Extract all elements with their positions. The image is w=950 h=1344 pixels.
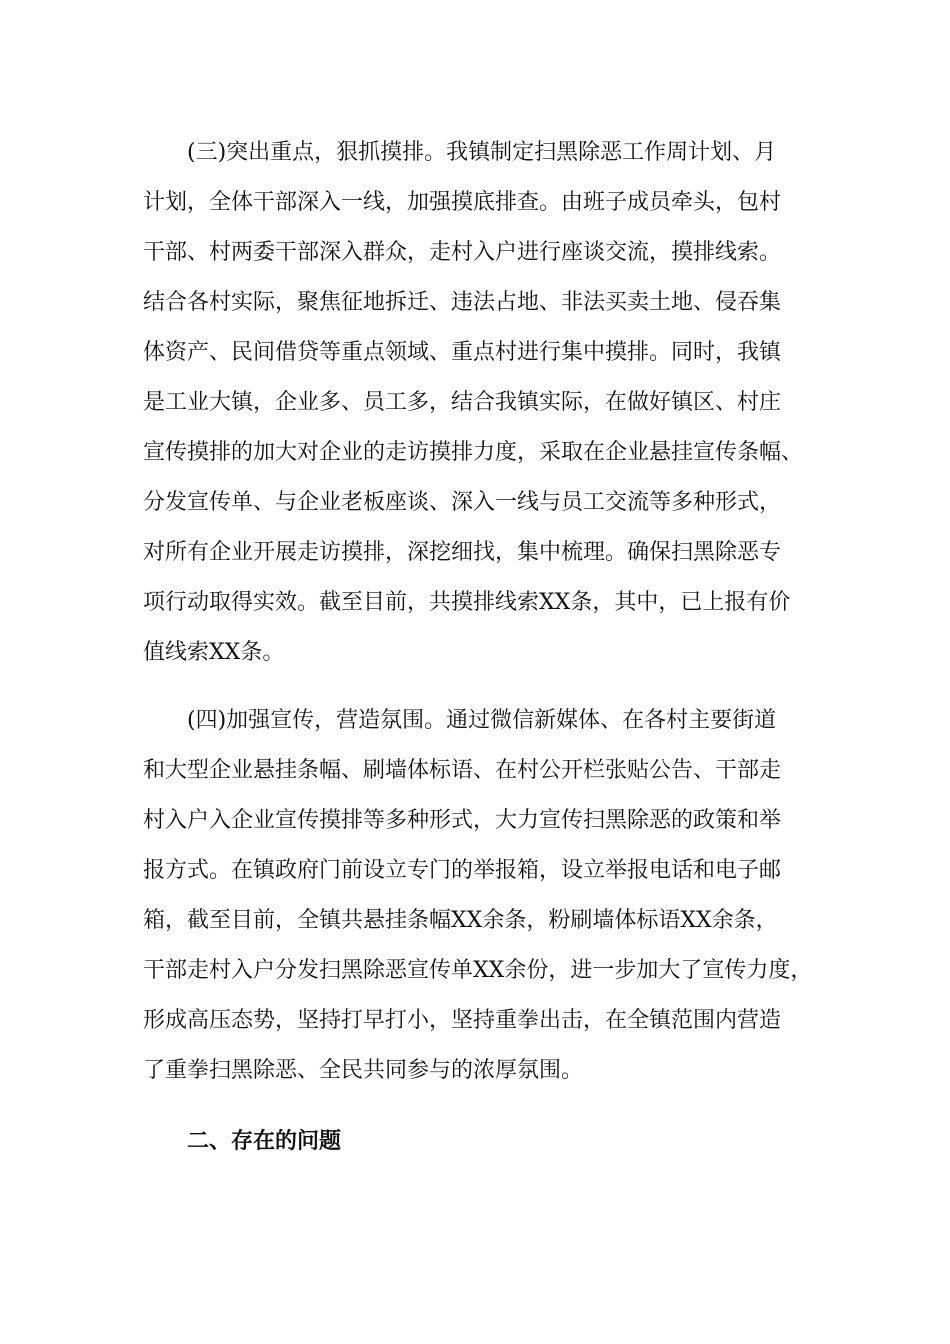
- paragraph-line: 村入户入企业宣传摸排等多种形式，大力宣传扫黑除恶的政策和举: [143, 808, 782, 833]
- paragraph-line: 项行动取得实效。截至目前，共摸排线索XX条，其中，已上报有价: [143, 590, 791, 615]
- paragraph-line: 宣传摸排的加大对企业的走访摸排力度，采取在企业悬挂宣传条幅、: [143, 440, 804, 465]
- paragraph-line: (三)突出重点，狠抓摸排。我镇制定扫黑除恶工作周计划、月: [187, 140, 777, 165]
- paragraph-line: 报方式。在镇政府门前设立专门的举报箱，设立举报电话和电子邮: [143, 858, 782, 883]
- paragraph-line: 分发宣传单、与企业老板座谈、深入一线与员工交流等多种形式，: [143, 490, 782, 515]
- paragraph-line: 干部走村入户分发扫黑除恶宣传单XX余份，进一步加大了宣传力度，: [143, 958, 813, 983]
- paragraph-3-focus-investigation: [143, 128, 823, 678]
- paragraph-line: 了重拳扫黑除恶、全民共同参与的浓厚氛围。: [143, 1058, 584, 1083]
- paragraph-4-publicity: [143, 696, 823, 1096]
- section-heading: 二、存在的问题: [187, 1129, 342, 1154]
- paragraph-line: 是工业大镇，企业多、员工多，结合我镇实际，在做好镇区、村庄: [143, 390, 782, 415]
- paragraph-line: 结合各村实际，聚焦征地拆迁、违法占地、非法买卖土地、侵吞集: [143, 290, 782, 315]
- paragraph-line: 对所有企业开展走访摸排，深挖细找，集中梳理。确保扫黑除恶专: [143, 540, 782, 565]
- paragraph-line: 和大型企业悬挂条幅、刷墙体标语、在村公开栏张贴公告、干部走: [143, 758, 782, 783]
- paragraph-line: (四)加强宣传，营造氛围。通过微信新媒体、在各村主要街道: [187, 708, 777, 733]
- paragraph-line: 箱，截至目前，全镇共悬挂条幅XX余条，粉刷墙体标语XX余条，: [143, 908, 778, 933]
- paragraph-line: 值线索XX条。: [143, 640, 285, 665]
- paragraph-line: 干部、村两委干部深入群众，走村入户进行座谈交流，摸排线索。: [143, 240, 782, 265]
- paragraph-line: 形成高压态势，坚持打早打小，坚持重拳出击，在全镇范围内营造: [143, 1008, 782, 1033]
- paragraph-line: 计划，全体干部深入一线，加强摸底排查。由班子成员牵头，包村: [143, 190, 782, 215]
- paragraph-line: 体资产、民间借贷等重点领域、重点村进行集中摸排。同时，我镇: [143, 340, 782, 365]
